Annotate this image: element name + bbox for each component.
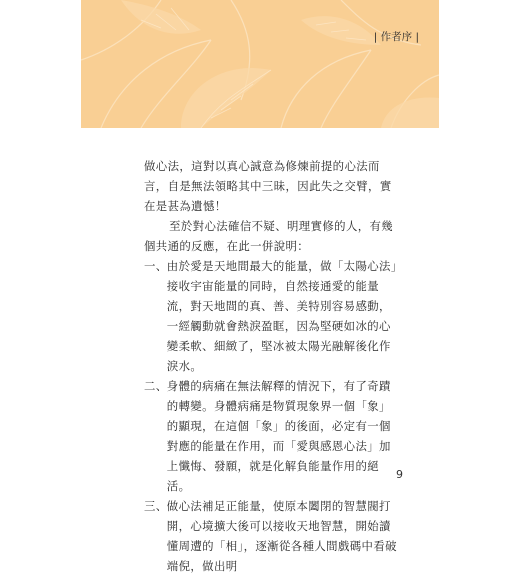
list-item-2	[144, 376, 399, 496]
list-item-text: 身體的病痛在無法解釋的情況下，有了奇蹟的轉變。身體病痛是物質現象界一個「象」的顯現，在這個「象」的後面，必定有一個對應的能量在作用，而「愛與感恩心法」加上懺悔、發願，就是化解負能量作用的絕活。	[166, 379, 391, 493]
paragraph-2: 至於對心法確信不疑、明理實修的人，有幾個共通的反應，在此一併說明：	[144, 219, 394, 253]
paragraph-1: 做心法，這對以真心誠意為修煉前提的心法而言，自是無法領略其中三昧，因此失之交臂，實在是甚為遺憾！	[144, 159, 392, 213]
list-item-number: 一、	[144, 259, 168, 273]
list-item-text: 做心法補足正能量，使原本闔閉的智慧閥打開，心境擴大後可以接收天地智慧，開始讀懂周遭的「相」，逐漸從各種人間戲碼中看破端倪，做出明	[166, 499, 397, 573]
tropical-leaf-pattern	[81, 0, 439, 128]
list-item-number: 三、	[144, 499, 168, 513]
list-item-1	[144, 256, 399, 376]
article-body	[144, 156, 399, 576]
list-item-3	[144, 496, 399, 576]
list-item-text: 由於愛是天地間最大的能量，做「太陽心法」接收宇宙能量的同時，自然接通愛的能量流，對天地間的真、善、美特別容易感動，一經觸動就會熱淚盈眶，因為堅硬如冰的心變柔軟、細緻了，堅冰被太陽光融解後化作淚水。	[166, 259, 397, 373]
list-item-number: 二、	[144, 379, 168, 393]
section-tag: | 作者序 |	[373, 31, 419, 43]
header-banner	[81, 0, 439, 128]
page-number: 9	[396, 468, 403, 481]
